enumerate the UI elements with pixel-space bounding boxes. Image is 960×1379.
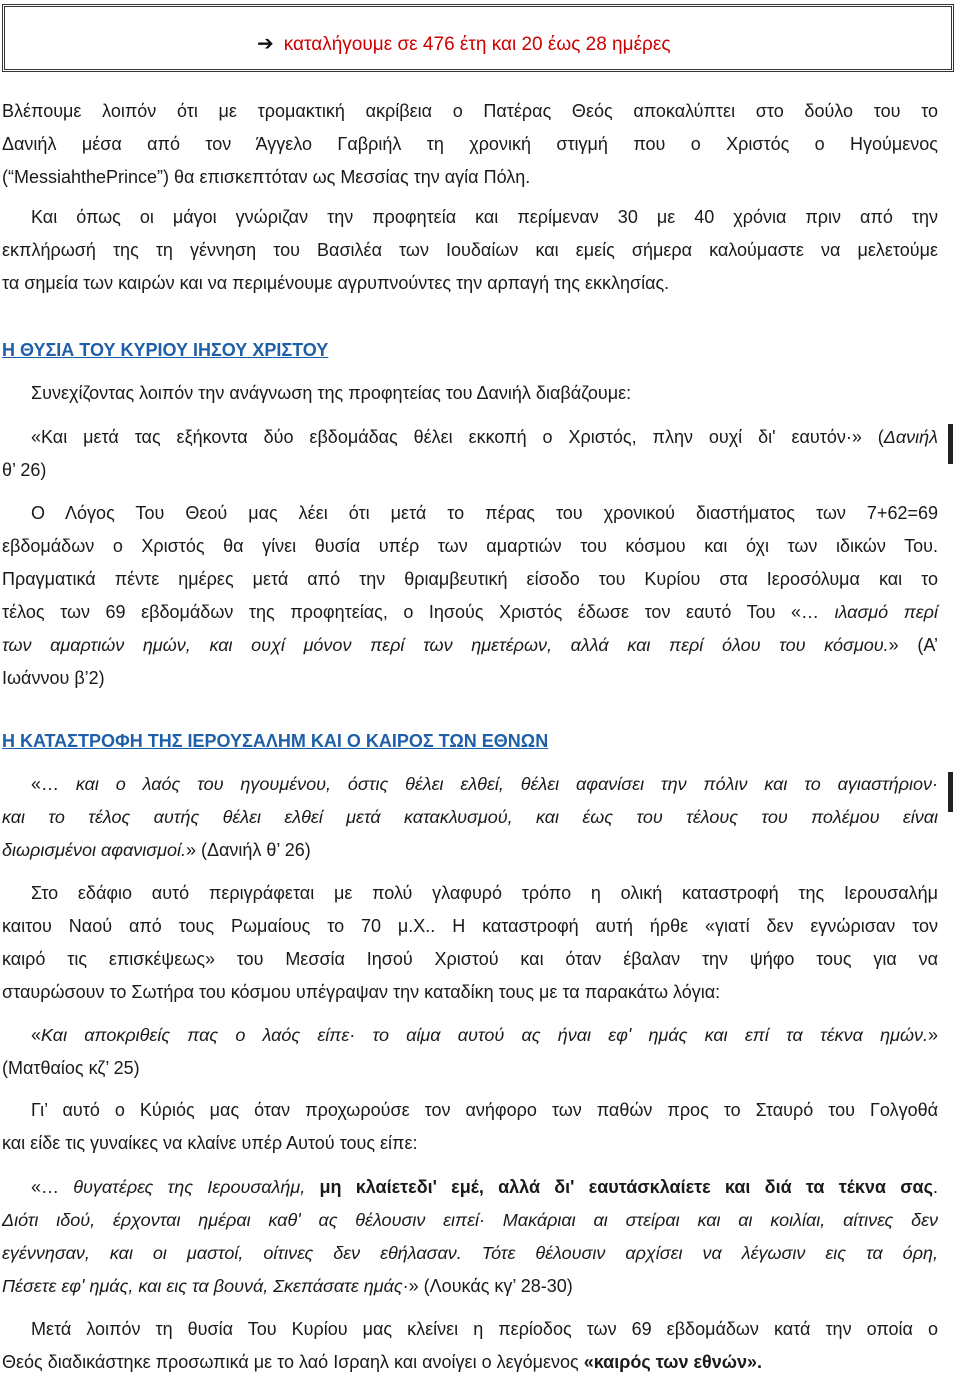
text-span: . (932, 1177, 938, 1197)
heading-text: Η ΚΑΤΑΣΤΡΟΦΗ ΤΗΣ ΙΕΡΟΥΣΑΛΗΜ ΚΑΙ Ο ΚΑΙΡΟΣ ΤΩΝ ΕΘΝΩΝ (2, 731, 549, 751)
text-line: καιρό τις επισκέψεως» του Μεσσία Ιησού Χριστού και όταν έβαλαν την ψήφο τους για να (2, 949, 938, 969)
text-line: και το τέλος αυτής θέλει ελθεί μετά κατακλυσμού, και έως του τέλους του πολέμου είναι (2, 807, 938, 827)
paragraph-luke-quote (2, 1171, 938, 1303)
text-line: Μετά λοιπόν τη θυσία Του Κυρίου μας κλείνει η περίοδος των 69 εβδομάδων κατά την οποία ο (31, 1319, 938, 1339)
text-line: Πραγματικά πέντε ημέρες μετά από την θριαμβευτική είσοδο του Κυρίου στα Ιεροσόλυμα και το (2, 569, 938, 589)
quote-text: ιλασμό περί (834, 602, 938, 622)
paragraph-seventy-weeks (2, 497, 938, 695)
quote-text: διωρισμένοι αφανισμοί. (2, 840, 186, 860)
right-arrow-icon: ➔ (257, 33, 274, 55)
text-span: τέλος των 69 εβδομάδων της προφητείας, ο Ιησούς Χριστός έδωσε τον εαυτό Του «… (2, 602, 835, 622)
text-span: «… (31, 774, 76, 794)
text-line (2, 629, 938, 662)
text-line: τα σημεία των καιρών και να περιμένουμε αγρυπνούντες την αρπαγή της εκκλησίας. (2, 273, 670, 293)
paragraph-destruction-quote (2, 768, 938, 867)
text-line: θ’ 26) (2, 460, 47, 480)
banner-text: καταλήγουμε σε 476 έτη και 20 έως 28 ημέρες (283, 34, 671, 55)
text-span: Θεός διαδικάστηκε προσωπικά με το λαό Ισραηλ και ανοίγει ο λεγόμενος (2, 1352, 584, 1372)
text-line: (Ματθαίος κζ’ 25) (2, 1058, 140, 1078)
paragraph-reading (2, 377, 938, 410)
bold-phrase: «καιρός των εθνών». (583, 1352, 762, 1372)
paragraph-intro (2, 95, 938, 194)
banner-box (2, 4, 954, 72)
quote-text: Και αποκριθείς πας ο λαός είπε· το αίμα αυτού ας ήναι εφ' ημάς και επί τα τέκνα ημών. (41, 1025, 928, 1045)
text-line (2, 1346, 938, 1379)
text-line: σταυρώσουν το Σωτήρα του κόσμου υπέγραψαν την καταδίκη τους με τα παρακάτω λόγια: (2, 982, 721, 1002)
heading-text: Η ΘΥΣΙΑ ΤΟΥ ΚΥΡΙΟΥ ΙΗΣΟΥ ΧΡΙΣΤΟΥ (2, 340, 329, 360)
text-span: «… (31, 1177, 74, 1197)
banner-title (257, 31, 670, 56)
text-line: Συνεχίζοντας λοιπόν την ανάγνωση της προφητείας του Δανιήλ διαβάζουμε: (31, 383, 632, 403)
section-heading-destruction (2, 729, 938, 753)
paragraph-daniel-quote (2, 421, 938, 487)
paragraph-matthew-quote (2, 1019, 938, 1085)
text-line (2, 596, 938, 629)
text-line: καιτου Ναού από τους Ρωμαίους το 70 μ.Χ.. Η καταστροφή αυτή ήρθε «γιατί δεν εγνώρισαν τον (2, 916, 938, 936)
text-line (2, 1171, 938, 1204)
paragraph-golgotha (2, 1094, 938, 1160)
text-line: Δανιήλ μέσα από τον Άγγελο Γαβριήλ τη χρονική στιγμή που ο Χριστός ο Ηγούμενος (2, 134, 938, 154)
text-span: « (31, 1025, 42, 1045)
margin-mark (948, 772, 953, 812)
text-line: (“MessiahthePrince”) θα επισκεπτόταν ως Μεσσίας την αγία Πόλη. (2, 167, 531, 187)
text-line (2, 768, 938, 801)
quote-text: των αμαρτιών ημών, και ουχί μόνον περί των ημετέρων, αλλά και περί όλου του κόσμου. (2, 635, 889, 655)
quote-text: Πέσετε εφ' ημάς, και εις τα βουνά, Σκεπάσατε ημάς· (2, 1276, 409, 1296)
text-line: Βλέπουμε λοιπόν ότι με τρομακτική ακρίβεια ο Πατέρας Θεός αποκαλύπτει στο δούλο του το (2, 101, 938, 121)
quote-text: «Και μετά τας εξήκοντα δύο εβδομάδας θέλει εκκοπή ο Χριστός, πλην ουχί δι' εαυτόν·» ( (31, 427, 884, 447)
text-line: Ιωάννου β’2) (2, 668, 105, 688)
quote-text: θυγατέρες της Ιερουσαλήμ, (73, 1177, 320, 1197)
quote-text: και ο λαός του ηγουμένου, όστις θέλει ελθεί, θέλει αφανίσει την πόλιν και το αγιαστήριον· (75, 774, 939, 794)
text-span: » (Λουκάς κγ’ 28-30) (408, 1276, 573, 1296)
text-line: Διότι ιδού, έρχονται ημέραι καθ' ας θέλουσιν ειπεί· Μακάριαι αι στείραι και αι κοιλίαι, αίτινες δεν (2, 1210, 938, 1230)
text-line: Ο Λόγος Του Θεού μας λέει ότι μετά το πέρας του χρονικού διαστήματος των 7+62=69 (31, 503, 938, 523)
text-line (2, 421, 938, 454)
quote-bold-text: μη κλαίετεδι' εμέ, αλλά δι' εαυτάσκλαίετε και διά τα τέκνα σας (319, 1177, 933, 1197)
paragraph-times-of-gentiles (2, 1313, 938, 1379)
text-line: Και όπως οι μάγοι γνώριζαν την προφητεία και περίμεναν 30 με 40 χρόνια πριν από την (31, 207, 938, 227)
quote-reference: Δανιήλ (883, 427, 938, 447)
text-span: » (Α’ (888, 635, 939, 655)
text-line: Γι’ αυτό ο Κύριός μας όταν προχωρούσε τον ανήφορο των παθών προς το Σταυρό του Γολγοθά (31, 1100, 938, 1120)
text-line: και είδε τις γυναίκες να κλαίνε υπέρ Αυτού τους είπε: (2, 1133, 418, 1153)
text-line: Στο εδάφιο αυτό περιγράφεται με πολύ γλαφυρό τρόπο η ολική καταστροφή της Ιερουσαλήμ (31, 883, 938, 903)
text-line: εβδομάδων ο Χριστός θα γίνει θυσία υπέρ των αμαρτιών του κόσμου και όχι των ιδικών Του. (2, 536, 938, 556)
text-line (2, 834, 938, 867)
paragraph-magi (2, 201, 938, 300)
paragraph-jerusalem (2, 877, 938, 1009)
text-line (2, 1019, 938, 1052)
text-line: εγέννησαν, και οι μαστοί, οίτινες δεν εθήλασαν. Τότε θέλουσιν αρχίσει να λέγωσιν εις τα όρη, (2, 1243, 938, 1263)
text-span: » (927, 1025, 938, 1045)
text-span: » (Δανιήλ θ’ 26) (185, 840, 311, 860)
margin-mark (948, 424, 953, 464)
text-line (2, 1270, 938, 1303)
text-line: εκπλήρωσή της τη γέννηση του Βασιλέα των Ιουδαίων και εμείς σήμερα καλούμαστε να μελετούμε (2, 240, 938, 260)
section-heading-sacrifice (2, 338, 938, 362)
